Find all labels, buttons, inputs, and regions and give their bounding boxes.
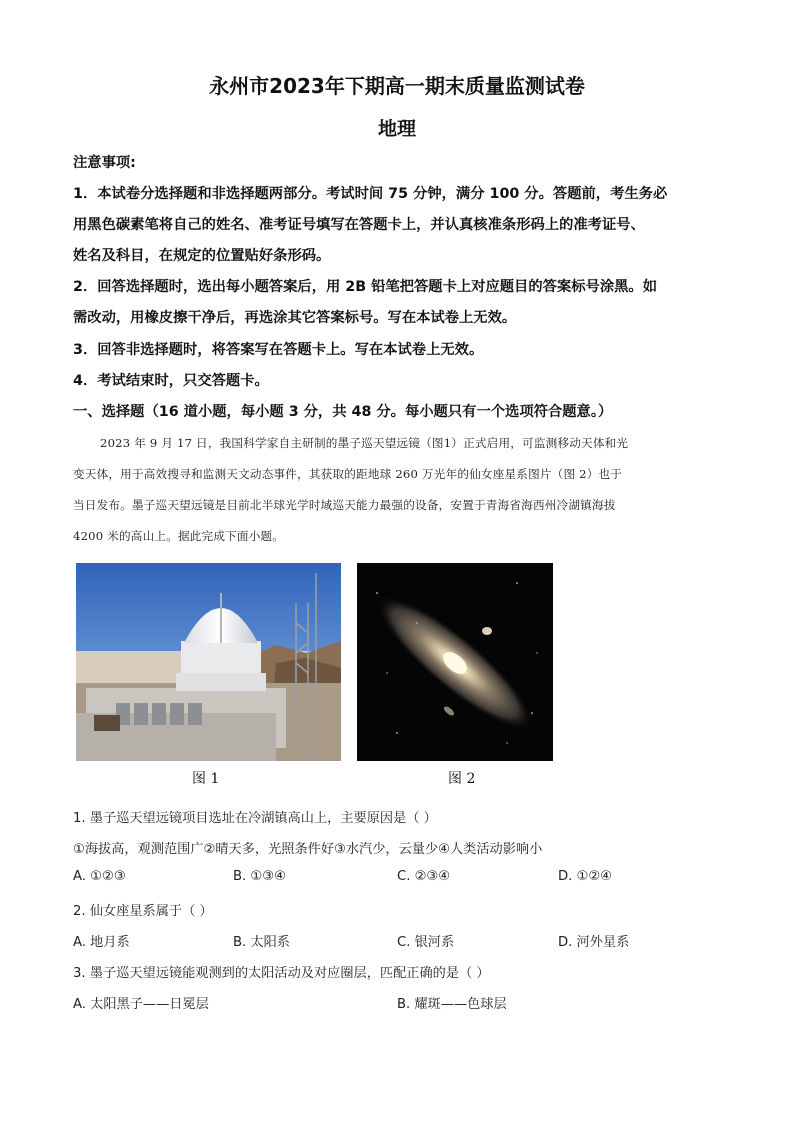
question-3-option-a[interactable]: A. 太阳黑子——日冕层 [73, 997, 209, 1012]
passage-line-2: 变天体，用于高效搜寻和监测天文动态事件，其获取的距地球 260 万光年的仙女座星系图片（图 2）也于 [73, 467, 623, 481]
question-1-option-d[interactable]: D. ①②④ [558, 869, 613, 884]
question-2-stem: 2. 仙女座星系属于（ ） [73, 904, 213, 919]
figure-2-galaxy-photo [357, 563, 553, 761]
passage-line-3: 当日发布。墨子巡天望远镜是目前北半球光学时域巡天能力最强的设备，安置于青海省海西州冷湖镇海拔 [73, 498, 616, 512]
passage-line-4: 4200 米的高山上。据此完成下面小题。 [73, 529, 285, 543]
question-2-option-c[interactable]: C. 银河系 [397, 935, 455, 950]
question-1-option-b[interactable]: B. ①③④ [233, 869, 286, 884]
question-3-stem: 3. 墨子巡天望远镜能观测到的太阳活动及对应圈层，匹配正确的是（ ） [73, 966, 490, 981]
figure-1-telescope-photo [76, 563, 341, 761]
subject-title: 地理 [377, 118, 416, 140]
galaxy-illustration [357, 563, 553, 761]
telescope-illustration [76, 563, 341, 761]
note-2-line-1: 2．回答选择题时，选出每小题答案后，用 2B 铅笔把答题卡上对应题目的答案标号涂黑。如 [73, 279, 658, 295]
figure-2-caption: 图 2 [448, 771, 476, 787]
question-2-option-a[interactable]: A. 地月系 [73, 935, 130, 950]
note-4: 4．考试结束时，只交答题卡。 [73, 373, 269, 389]
note-1-line-3: 姓名及科目，在规定的位置贴好条形码。 [73, 248, 331, 264]
passage-line-1: 2023 年 9 月 17 日，我国科学家自主研制的墨子巡天望远镜（图1）正式启用，可监测移动天体和光 [100, 436, 629, 450]
note-3: 3．回答非选择题时，将答案写在答题卡上。写在本试卷上无效。 [73, 342, 484, 358]
note-2-line-2: 需改动，用橡皮擦干净后，再选涂其它答案标号。写在本试卷上无效。 [73, 310, 517, 326]
question-2-option-d[interactable]: D. 河外星系 [558, 935, 630, 950]
question-1-statements: ①海拔高，观测范围广②晴天多，光照条件好③水汽少，云量少④人类活动影响小 [73, 842, 543, 857]
question-1-option-c[interactable]: C. ②③④ [397, 869, 451, 884]
section-1-heading: 一、选择题（16 道小题，每小题 3 分，共 48 分。每小题只有一个选项符合题意。） [73, 404, 613, 420]
question-2-option-b[interactable]: B. 太阳系 [233, 935, 290, 950]
figure-1-caption: 图 1 [192, 771, 220, 787]
note-1-line-1: 1．本试卷分选择题和非选择题两部分。考试时间 75 分钟，满分 100 分。答题前，考生务必 [73, 186, 668, 202]
question-1-stem: 1. 墨子巡天望远镜项目选址在冷湖镇高山上，主要原因是（ ） [73, 811, 437, 826]
question-3-option-b[interactable]: B. 耀斑——色球层 [397, 997, 507, 1012]
note-1-line-2: 用黑色碳素笔将自己的姓名、准考证号填写在答题卡上，并认真核准条形码上的准考证号、 [73, 217, 645, 233]
exam-title: 永州市2023年下期高一期末质量监测试卷 [209, 74, 585, 98]
question-1-option-a[interactable]: A. ①②③ [73, 869, 126, 884]
notes-heading: 注意事项: [73, 155, 136, 171]
